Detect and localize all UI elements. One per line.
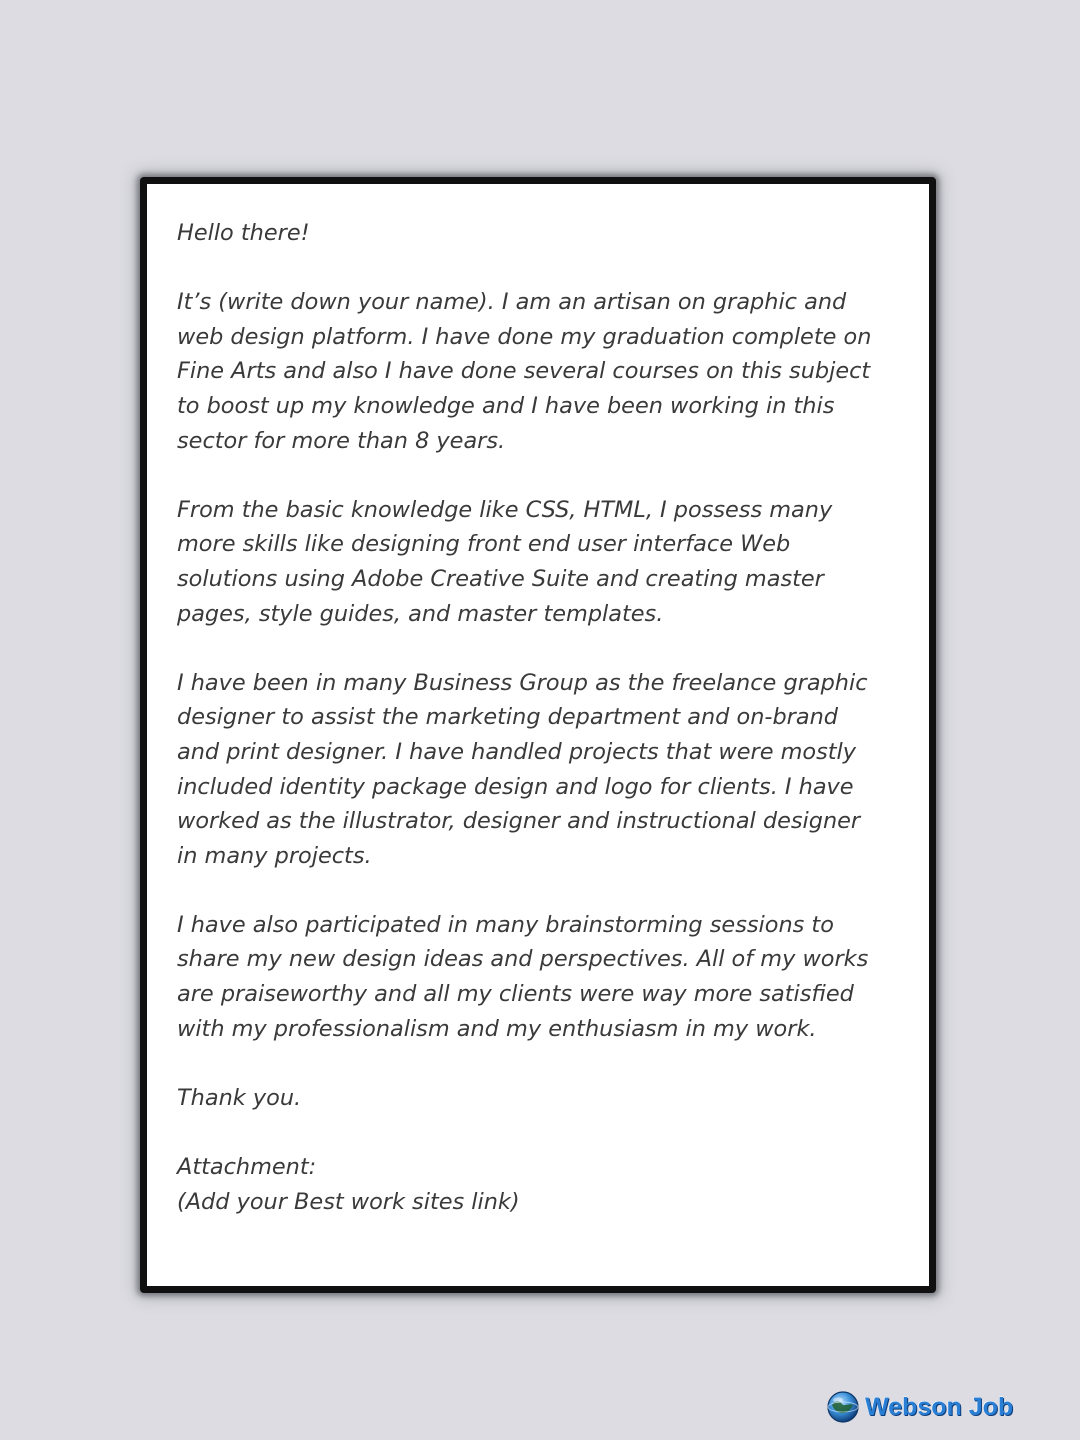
attachment-block xyxy=(177,1150,902,1219)
closing-line: Thank you. xyxy=(177,1084,302,1111)
paragraph-experience xyxy=(177,666,902,874)
attachment-note: (Add your Best work sites link) xyxy=(177,1188,520,1215)
text-line: solutions using Adobe Creative Suite and creating master xyxy=(177,565,824,592)
paragraph-intro xyxy=(177,285,902,458)
text-line: share my new design ideas and perspectives. All of my works xyxy=(177,946,869,973)
attachment-label: Attachment: xyxy=(177,1154,317,1181)
text-line: with my professionalism and my enthusiasm in my work. xyxy=(177,1015,817,1042)
text-line: From the basic knowledge like CSS, HTML, I possess many xyxy=(177,496,833,523)
text-line: web design platform. I have done my graduation complete on xyxy=(177,323,872,350)
text-line: worked as the illustrator, designer and instructional designer xyxy=(177,808,861,835)
text-line: to boost up my knowledge and I have been working in this xyxy=(177,392,835,419)
globe-logo-icon xyxy=(826,1390,860,1424)
text-line: included identity package design and logo for clients. I have xyxy=(177,773,854,800)
text-line: more skills like designing front end user interface Web xyxy=(177,531,791,558)
letter-greeting xyxy=(177,216,902,251)
text-line: in many projects. xyxy=(177,842,372,869)
text-line: Fine Arts and also I have done several courses on this subject xyxy=(177,358,871,385)
brand-name: Webson Job xyxy=(865,1392,1014,1421)
text-line: pages, style guides, and master templates. xyxy=(177,600,664,627)
letter-body xyxy=(177,216,902,1219)
letter-page xyxy=(140,177,936,1293)
watermark-brand xyxy=(826,1389,1013,1425)
greeting-line: Hello there! xyxy=(177,220,310,246)
text-line: and print designer. I have handled projects that were mostly xyxy=(177,738,857,765)
text-line: are praiseworthy and all my clients were way more satisfied xyxy=(177,981,854,1008)
paragraph-participation xyxy=(177,908,902,1046)
text-line: I have also participated in many brainstorming sessions to xyxy=(177,911,834,938)
text-line: It’s (write down your name). I am an artisan on graphic and xyxy=(177,289,847,316)
text-line: designer to assist the marketing department and on-brand xyxy=(177,704,839,731)
text-line: sector for more than 8 years. xyxy=(177,427,506,454)
text-line: I have been in many Business Group as the freelance graphic xyxy=(177,669,868,696)
letter-closing xyxy=(177,1081,902,1116)
paragraph-skills xyxy=(177,493,902,631)
